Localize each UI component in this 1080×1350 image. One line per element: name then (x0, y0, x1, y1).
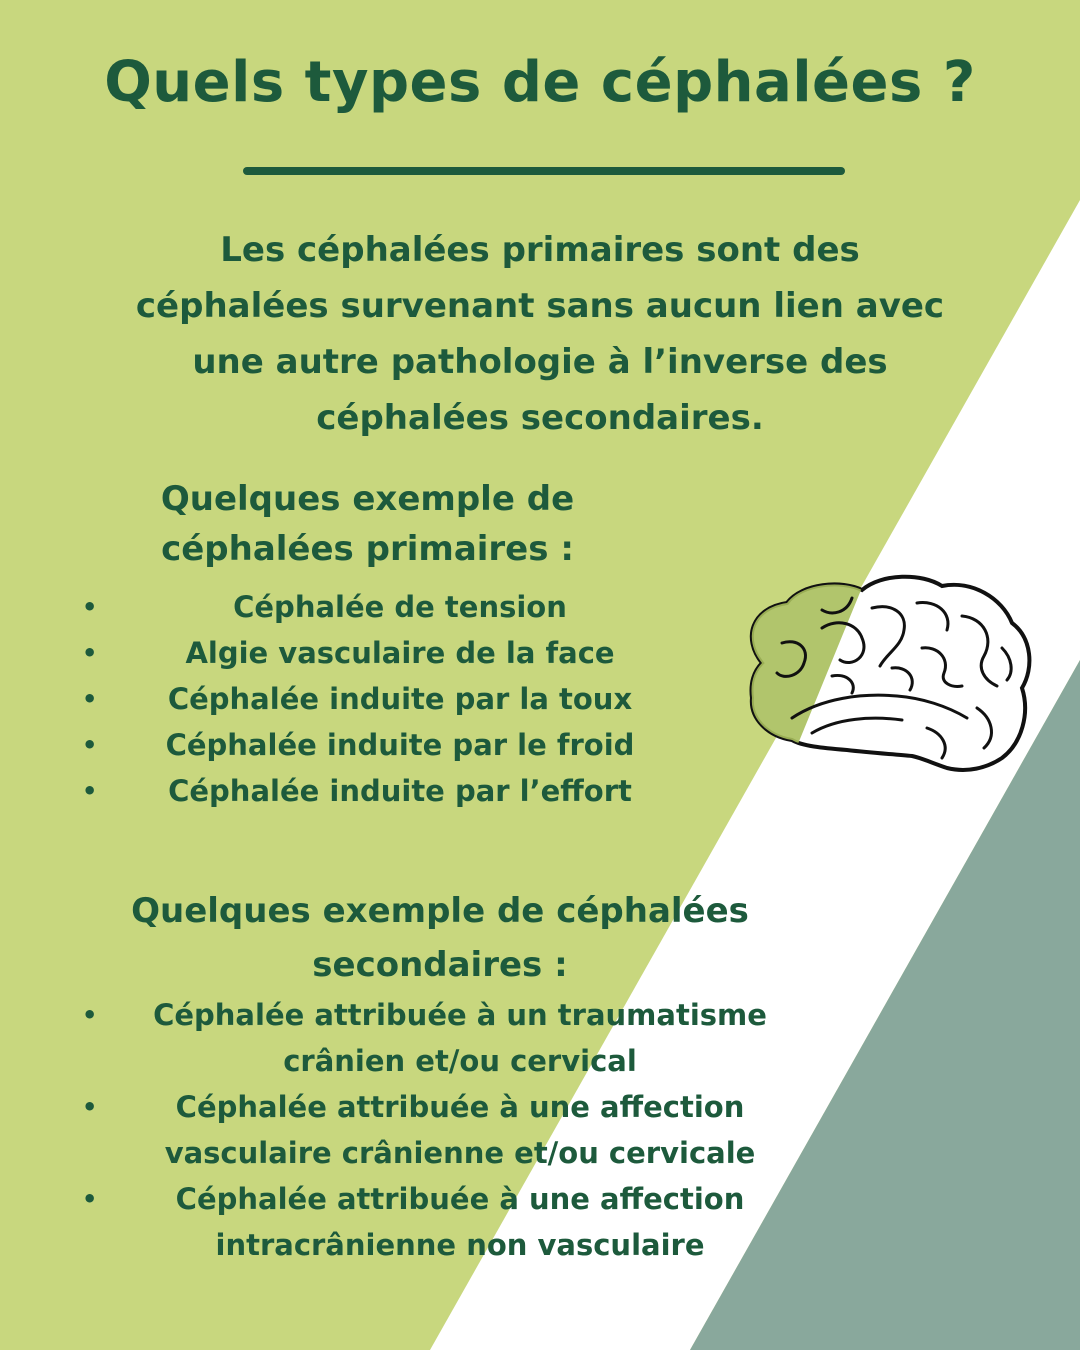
bullet-icon: • (82, 1093, 98, 1121)
list-item (0, 584, 790, 630)
bullet-icon: • (82, 1001, 98, 1029)
brain-icon (722, 568, 1042, 783)
primary-heading: Quelques exemple de céphalées primaires : (160, 479, 575, 569)
list-item-text: Céphalée de tension (233, 590, 567, 624)
bullet-icon: • (82, 639, 98, 667)
bullet-icon: • (82, 1185, 98, 1213)
list-item-text: Algie vasculaire de la face (185, 636, 615, 670)
bullet-icon: • (82, 777, 98, 805)
list-item-text: Céphalée induite par l’effort (168, 774, 632, 808)
list-item (0, 1084, 930, 1176)
intro-paragraph: Les céphalées primaires sont des céphalées survenant sans aucun lien avec une autre pathologie à l’inverse des céphalées secondaires. (135, 230, 945, 438)
secondary-list (0, 992, 930, 1268)
title-underline (243, 167, 845, 175)
list-item (0, 1176, 930, 1268)
page-title: Quels types de céphalées ? (104, 50, 976, 115)
list-item (0, 630, 790, 676)
list-item-text: Céphalée attribuée à une affection intracrânienne non vasculaire (175, 1182, 745, 1262)
bullet-icon: • (82, 731, 98, 759)
list-item-text: Céphalée attribuée à une affection vasculaire crânienne et/ou cervicale (164, 1090, 756, 1170)
secondary-heading: Quelques exemple de céphalées secondaires : (131, 891, 749, 985)
bullet-icon: • (82, 593, 98, 621)
bullet-icon: • (82, 685, 98, 713)
list-item (0, 768, 790, 814)
list-item-text: Céphalée attribuée à un traumatisme crânien et/ou cervical (153, 998, 767, 1078)
list-item-text: Céphalée induite par le froid (165, 728, 635, 762)
list-item (0, 992, 930, 1084)
list-item (0, 722, 790, 768)
primary-list (0, 584, 790, 814)
list-item (0, 676, 790, 722)
list-item-text: Céphalée induite par la toux (167, 682, 633, 716)
